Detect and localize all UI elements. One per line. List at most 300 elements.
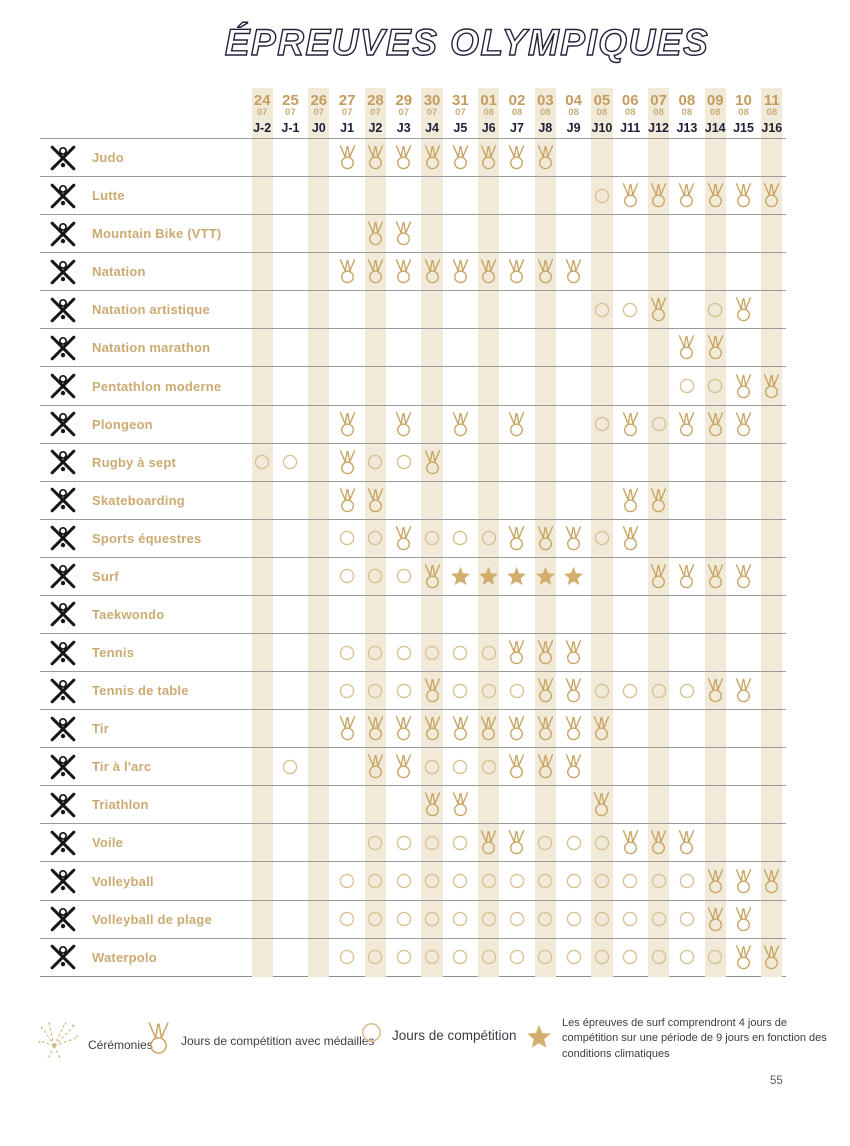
- competition-day-symbol: [333, 558, 361, 595]
- medal-day-symbol: [531, 520, 559, 557]
- empty-cell: [729, 444, 757, 481]
- empty-cell: [361, 367, 389, 404]
- empty-cell: [333, 291, 361, 328]
- medal-day-symbol: [333, 444, 361, 481]
- sport-name: Tir à l'arc: [92, 759, 152, 775]
- medal-day-symbol: [503, 139, 531, 176]
- competition-day-symbol: [361, 824, 389, 861]
- medal-day-symbol: [616, 824, 644, 861]
- medal-day-symbol: [531, 634, 559, 671]
- empty-cell: [559, 482, 587, 519]
- empty-cell: [475, 786, 503, 823]
- competition-day-symbol: [390, 824, 418, 861]
- medal-day-symbol: [673, 177, 701, 214]
- empty-cell: [248, 367, 276, 404]
- month-number: 08: [624, 107, 636, 119]
- competition-day-symbol: [418, 901, 446, 938]
- empty-cell: [305, 901, 333, 938]
- empty-cell: [644, 139, 672, 176]
- empty-cell: [616, 444, 644, 481]
- sport-name: Mountain Bike (VTT): [92, 226, 222, 242]
- empty-cell: [559, 406, 587, 443]
- competition-day-symbol: [673, 367, 701, 404]
- day-number: 29: [395, 92, 413, 109]
- sport-cell: [40, 672, 248, 709]
- empty-cell: [248, 634, 276, 671]
- mountain-bike-vtt-icon: [46, 218, 79, 250]
- medal-day-symbol: [701, 406, 729, 443]
- empty-cell: [729, 215, 757, 252]
- empty-cell: [276, 177, 304, 214]
- empty-cell: [305, 520, 333, 557]
- medal-day-symbol: [333, 710, 361, 747]
- competition-day-symbol: [418, 748, 446, 785]
- empty-cell: [701, 596, 729, 633]
- competition-day-symbol: [644, 406, 672, 443]
- day-number: 02: [508, 92, 526, 109]
- empty-cell: [390, 329, 418, 366]
- legend-surf-note-label: Les épreuves de surf comprendront 4 jours de compétition sur une période de 9 jours en fonction des conditions climatiques: [562, 1017, 827, 1060]
- tir-a-larc-icon: [46, 751, 79, 783]
- empty-cell: [276, 329, 304, 366]
- medal-day-symbol: [503, 710, 531, 747]
- tennis-de-table-icon: [46, 675, 79, 707]
- empty-cell: [588, 139, 616, 176]
- date-column-header: [758, 88, 786, 138]
- sport-row: [40, 785, 786, 823]
- medal-day-symbol: [361, 253, 389, 290]
- empty-cell: [531, 177, 559, 214]
- date-column-header: [673, 88, 701, 138]
- medal-day-symbol: [333, 139, 361, 176]
- empty-cell: [503, 596, 531, 633]
- day-number: 31: [452, 92, 469, 109]
- competition-day-symbol: [361, 939, 389, 976]
- empty-cell: [276, 482, 304, 519]
- empty-cell: [531, 406, 559, 443]
- empty-cell: [418, 482, 446, 519]
- competition-day-symbol: [588, 520, 616, 557]
- legend-item-ceremonies: [38, 1022, 153, 1067]
- sport-name: Sports équestres: [92, 530, 202, 546]
- empty-cell: [305, 444, 333, 481]
- legend-competition-days-label: Jours de compétition: [392, 1027, 517, 1043]
- competition-day-symbol: [446, 634, 474, 671]
- empty-cell: [644, 444, 672, 481]
- sport-row: [40, 823, 786, 861]
- legend-item-competition-days: [361, 1022, 517, 1048]
- empty-cell: [333, 329, 361, 366]
- voile-icon: [46, 827, 79, 859]
- day-label: J1: [340, 120, 355, 135]
- sport-name: Judo: [92, 150, 124, 166]
- empty-cell: [305, 824, 333, 861]
- empty-cell: [276, 596, 304, 633]
- empty-cell: [758, 748, 786, 785]
- empty-cell: [305, 862, 333, 899]
- empty-cell: [616, 367, 644, 404]
- empty-cell: [276, 672, 304, 709]
- medal-day-symbol: [673, 329, 701, 366]
- medal-day-symbol: [531, 672, 559, 709]
- empty-cell: [531, 444, 559, 481]
- circle-icon: [361, 1022, 382, 1048]
- medal-day-symbol: [390, 139, 418, 176]
- competition-day-symbol: [503, 862, 531, 899]
- medal-day-symbol: [390, 406, 418, 443]
- competition-day-symbol: [673, 672, 701, 709]
- month-number: 08: [483, 107, 494, 119]
- date-column-header: [276, 88, 304, 138]
- legend-item-surf-note: [526, 1016, 830, 1062]
- medal-day-symbol: [559, 253, 587, 290]
- empty-cell: [333, 215, 361, 252]
- competition-day-symbol: [616, 672, 644, 709]
- day-number: 25: [282, 92, 299, 109]
- day-label: J0: [311, 120, 326, 135]
- empty-cell: [361, 786, 389, 823]
- empty-cell: [361, 329, 389, 366]
- empty-cell: [758, 710, 786, 747]
- empty-cell: [446, 329, 474, 366]
- competition-day-symbol: [673, 901, 701, 938]
- medal-day-symbol: [390, 710, 418, 747]
- empty-cell: [305, 139, 333, 176]
- sport-row: [40, 671, 786, 709]
- pentathlon-moderne-icon: [46, 370, 79, 402]
- sport-name: Tennis de table: [92, 683, 189, 699]
- empty-cell: [559, 291, 587, 328]
- empty-cell: [701, 215, 729, 252]
- medal-day-symbol: [559, 520, 587, 557]
- sport-name: Natation: [92, 264, 146, 280]
- competition-day-symbol: [390, 634, 418, 671]
- sport-cell: [40, 710, 248, 747]
- sport-cell: [40, 748, 248, 785]
- empty-cell: [673, 482, 701, 519]
- competition-day-symbol: [418, 862, 446, 899]
- sport-cell: [40, 786, 248, 823]
- medal-day-symbol: [644, 291, 672, 328]
- medal-day-symbol: [418, 139, 446, 176]
- medal-day-symbol: [390, 215, 418, 252]
- date-column-header: [531, 88, 559, 138]
- sport-row: [40, 366, 786, 404]
- empty-cell: [418, 177, 446, 214]
- medal-day-symbol: [616, 177, 644, 214]
- empty-cell: [305, 634, 333, 671]
- day-number: 09: [706, 92, 724, 109]
- empty-cell: [729, 824, 757, 861]
- day-number: 08: [678, 92, 696, 109]
- sport-cell: [40, 139, 248, 176]
- empty-cell: [701, 520, 729, 557]
- sport-cell: [40, 596, 248, 633]
- date-column-header: [729, 88, 757, 138]
- competition-day-symbol: [333, 634, 361, 671]
- empty-cell: [616, 139, 644, 176]
- empty-cell: [305, 748, 333, 785]
- day-label: J6: [481, 120, 496, 135]
- sport-name: Natation marathon: [92, 340, 211, 356]
- medal-day-symbol: [701, 862, 729, 899]
- empty-cell: [729, 596, 757, 633]
- date-column-header: [475, 88, 503, 138]
- competition-day-symbol: [248, 444, 276, 481]
- medal-day-symbol: [701, 901, 729, 938]
- empty-cell: [758, 406, 786, 443]
- page-number: 55: [770, 1075, 783, 1087]
- header-spacer: [40, 88, 248, 138]
- sport-row: [40, 290, 786, 328]
- empty-cell: [701, 634, 729, 671]
- empty-cell: [729, 748, 757, 785]
- empty-cell: [418, 329, 446, 366]
- medal-day-symbol: [644, 482, 672, 519]
- date-column-header: [248, 88, 276, 138]
- empty-cell: [248, 672, 276, 709]
- empty-cell: [729, 634, 757, 671]
- competition-day-symbol: [588, 177, 616, 214]
- medal-day-symbol: [758, 367, 786, 404]
- empty-cell: [446, 177, 474, 214]
- competition-day-symbol: [446, 824, 474, 861]
- medal-day-symbol: [418, 444, 446, 481]
- empty-cell: [758, 596, 786, 633]
- competition-day-symbol: [644, 672, 672, 709]
- empty-cell: [588, 558, 616, 595]
- empty-cell: [503, 177, 531, 214]
- competition-day-symbol: [616, 862, 644, 899]
- medal-day-symbol: [390, 748, 418, 785]
- empty-cell: [503, 444, 531, 481]
- sport-name: Surf: [92, 568, 119, 584]
- empty-cell: [390, 177, 418, 214]
- sport-row: [40, 633, 786, 671]
- competition-day-symbol: [475, 901, 503, 938]
- empty-cell: [588, 215, 616, 252]
- competition-day-symbol: [361, 672, 389, 709]
- competition-day-symbol: [418, 634, 446, 671]
- empty-cell: [418, 215, 446, 252]
- medal-icon: [146, 1022, 171, 1060]
- competition-day-symbol: [361, 444, 389, 481]
- day-label: J16: [761, 120, 783, 135]
- competition-day-symbol: [333, 520, 361, 557]
- medal-day-symbol: [531, 253, 559, 290]
- competition-day-symbol: [531, 824, 559, 861]
- day-label: J10: [591, 120, 613, 135]
- day-number: 11: [763, 92, 780, 109]
- sport-row: [40, 709, 786, 747]
- competition-day-symbol: [588, 862, 616, 899]
- empty-cell: [248, 291, 276, 328]
- medal-day-symbol: [559, 672, 587, 709]
- empty-cell: [673, 444, 701, 481]
- month-number: 08: [596, 107, 608, 119]
- waterpolo-icon: [46, 941, 79, 973]
- competition-day-symbol: [673, 862, 701, 899]
- competition-day-symbol: [446, 939, 474, 976]
- medal-day-symbol: [446, 710, 474, 747]
- medal-day-symbol: [729, 939, 757, 976]
- empty-cell: [729, 710, 757, 747]
- competition-day-symbol: [644, 901, 672, 938]
- day-label: J14: [704, 120, 726, 135]
- medal-day-symbol: [418, 710, 446, 747]
- sport-name: Skateboarding: [92, 492, 185, 508]
- sport-cell: [40, 291, 248, 328]
- empty-cell: [559, 367, 587, 404]
- month-number: 07: [341, 107, 353, 119]
- medal-day-symbol: [701, 672, 729, 709]
- empty-cell: [616, 786, 644, 823]
- empty-cell: [673, 520, 701, 557]
- empty-cell: [616, 253, 644, 290]
- empty-cell: [248, 482, 276, 519]
- empty-cell: [475, 215, 503, 252]
- sport-row: [40, 214, 786, 252]
- sport-name: Pentathlon moderne: [92, 378, 222, 394]
- surf-star-symbol: [475, 558, 503, 595]
- competition-day-symbol: [503, 901, 531, 938]
- empty-cell: [673, 291, 701, 328]
- sport-cell: [40, 901, 248, 938]
- empty-cell: [276, 634, 304, 671]
- empty-cell: [305, 367, 333, 404]
- empty-cell: [276, 786, 304, 823]
- day-number: 27: [338, 92, 356, 109]
- sport-name: Lutte: [92, 188, 125, 204]
- competition-day-symbol: [333, 901, 361, 938]
- month-number: 08: [766, 107, 778, 119]
- empty-cell: [305, 215, 333, 252]
- medal-day-symbol: [729, 367, 757, 404]
- competition-day-symbol: [531, 862, 559, 899]
- competition-day-symbol: [475, 939, 503, 976]
- competition-day-symbol: [559, 824, 587, 861]
- competition-day-symbol: [701, 291, 729, 328]
- sport-row: [40, 747, 786, 785]
- empty-cell: [758, 253, 786, 290]
- empty-cell: [276, 215, 304, 252]
- medal-day-symbol: [361, 215, 389, 252]
- medal-day-symbol: [361, 482, 389, 519]
- empty-cell: [588, 329, 616, 366]
- surf-star-symbol: [446, 558, 474, 595]
- date-column-header: [644, 88, 672, 138]
- empty-cell: [248, 406, 276, 443]
- empty-cell: [758, 786, 786, 823]
- sport-name: Rugby à sept: [92, 454, 177, 470]
- empty-cell: [361, 406, 389, 443]
- empty-cell: [503, 215, 531, 252]
- medal-day-symbol: [758, 939, 786, 976]
- empty-cell: [475, 406, 503, 443]
- sport-cell: [40, 406, 248, 443]
- competition-day-symbol: [475, 672, 503, 709]
- sport-cell: [40, 215, 248, 252]
- medal-day-symbol: [418, 672, 446, 709]
- empty-cell: [418, 291, 446, 328]
- date-header-row: [40, 88, 786, 138]
- sport-row: [40, 138, 786, 176]
- empty-cell: [644, 367, 672, 404]
- month-number: 07: [285, 107, 296, 119]
- competition-day-symbol: [418, 824, 446, 861]
- medal-day-symbol: [361, 139, 389, 176]
- medal-day-symbol: [333, 406, 361, 443]
- medal-day-symbol: [531, 710, 559, 747]
- empty-cell: [673, 596, 701, 633]
- empty-cell: [390, 367, 418, 404]
- sport-row: [40, 176, 786, 214]
- natation-marathon-icon: [46, 332, 79, 364]
- sport-name: Tir: [92, 721, 109, 737]
- empty-cell: [701, 444, 729, 481]
- day-label: J12: [648, 120, 669, 135]
- empty-cell: [559, 329, 587, 366]
- empty-cell: [446, 367, 474, 404]
- empty-cell: [361, 177, 389, 214]
- empty-cell: [333, 786, 361, 823]
- empty-cell: [248, 939, 276, 976]
- empty-cell: [616, 710, 644, 747]
- plongeon-icon: [46, 408, 79, 440]
- day-label: J2: [368, 120, 383, 135]
- empty-cell: [276, 406, 304, 443]
- empty-cell: [729, 482, 757, 519]
- sport-name: Tennis: [92, 645, 135, 661]
- empty-cell: [531, 596, 559, 633]
- empty-cell: [531, 329, 559, 366]
- empty-cell: [701, 824, 729, 861]
- empty-cell: [701, 253, 729, 290]
- empty-cell: [248, 786, 276, 823]
- empty-cell: [248, 329, 276, 366]
- empty-cell: [276, 291, 304, 328]
- medal-day-symbol: [531, 139, 559, 176]
- medal-day-symbol: [673, 824, 701, 861]
- medal-day-symbol: [673, 406, 701, 443]
- empty-cell: [729, 786, 757, 823]
- empty-cell: [758, 634, 786, 671]
- empty-cell: [446, 291, 474, 328]
- sport-row: [40, 519, 786, 557]
- empty-cell: [644, 520, 672, 557]
- medal-day-symbol: [673, 558, 701, 595]
- empty-cell: [758, 329, 786, 366]
- competition-day-symbol: [446, 672, 474, 709]
- medal-day-symbol: [559, 748, 587, 785]
- competition-day-symbol: [588, 291, 616, 328]
- empty-cell: [305, 406, 333, 443]
- medal-day-symbol: [503, 253, 531, 290]
- day-number: 05: [593, 92, 611, 109]
- medal-day-symbol: [729, 672, 757, 709]
- month-number: 08: [738, 107, 749, 119]
- empty-cell: [503, 482, 531, 519]
- empty-cell: [503, 291, 531, 328]
- empty-cell: [305, 558, 333, 595]
- empty-cell: [758, 482, 786, 519]
- page-title: ÉPREUVES OLYMPIQUES: [224, 22, 710, 63]
- empty-cell: [616, 634, 644, 671]
- legend: [38, 1014, 827, 1084]
- empty-cell: [616, 596, 644, 633]
- empty-cell: [673, 710, 701, 747]
- empty-cell: [276, 710, 304, 747]
